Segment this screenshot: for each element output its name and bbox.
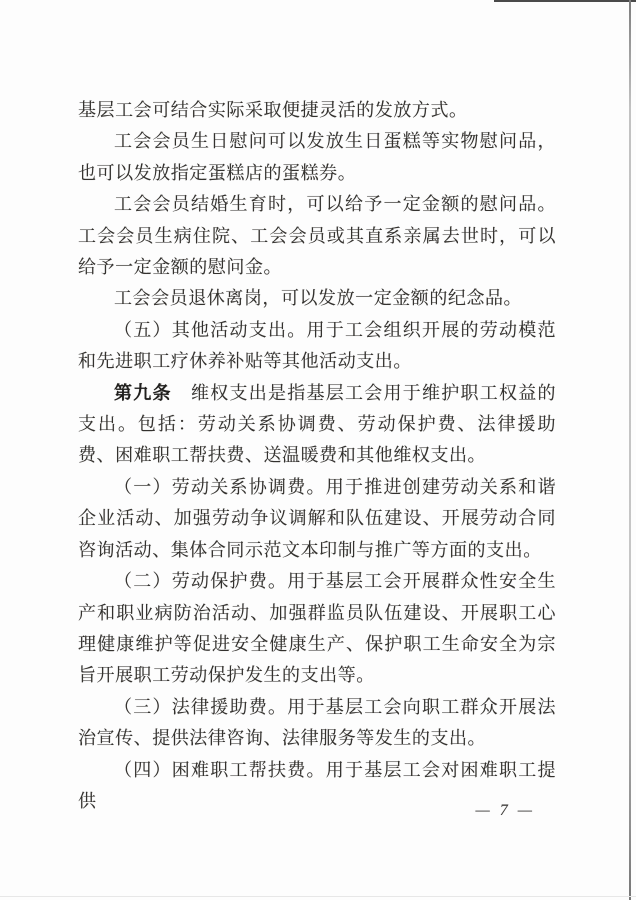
text-run: （四）困难职工帮扶费。用于基层工会对困难职工提供: [78, 759, 556, 811]
paragraph: [78, 315, 556, 378]
text-run: （一）劳动关系协调费。用于推进创建劳动关系和谐企业活动、加强劳动争议调解和队伍建设、开展劳动合同咨询活动、集体合同示范文本印制与推广等方面的支出。: [78, 476, 556, 560]
paragraph: [78, 378, 556, 472]
text-run: （五）其他活动支出。用于工会组织开展的劳动模范和先进职工疗休养补贴等其他活动支出。: [78, 319, 556, 372]
paragraph: [78, 95, 556, 126]
text-run: 工会会员退休离岗，可以发放一定金额的纪念品。: [114, 288, 523, 309]
scan-line-right-artifact: [629, 0, 631, 900]
text-run: 维权支出是指基层工会用于维护职工权益的支出。包括：劳动关系协调费、劳动保护费、法律援助费、困难职工帮扶费、送温暖费和其他维权支出。: [78, 382, 556, 466]
article-9-number: 第九条: [114, 382, 172, 403]
text-run: （二）劳动保护费。用于基层工会开展群众性安全生产和职业病防治活动、加强群监员队伍建设、开展职工心理健康维护等促进安全健康生产、保护职工生命安全为宗旨开展职工劳动保护发生的支出等。: [78, 571, 556, 686]
paragraph: [78, 566, 556, 692]
text-run: 工会会员生日慰问可以发放生日蛋糕等实物慰问品，也可以发放指定蛋糕店的蛋糕券。: [78, 131, 556, 183]
text-run: （三）法律援助费。用于基层工会向职工群众开展法治宣传、提供法律咨询、法律服务等发生的支出。: [78, 696, 556, 749]
scan-edge-top-artifact: [494, 0, 636, 2]
paragraph: [78, 283, 556, 314]
document-body: [78, 95, 556, 817]
paragraph: [78, 472, 556, 566]
text-run: 基层工会可结合实际采取便捷灵活的发放方式。: [78, 100, 468, 120]
text-run: 工会会员结婚生育时，可以给予一定金额的慰问品。工会会员生病住院、工会会员或其直系亲属去世时，可以给予一定金额的慰问金。: [78, 194, 556, 278]
paragraph: [78, 189, 556, 283]
scan-edge-bottom-artifact: [0, 896, 636, 897]
paragraph: [78, 126, 556, 189]
paragraph: [78, 692, 556, 755]
page-number: — 7 —: [475, 802, 535, 819]
